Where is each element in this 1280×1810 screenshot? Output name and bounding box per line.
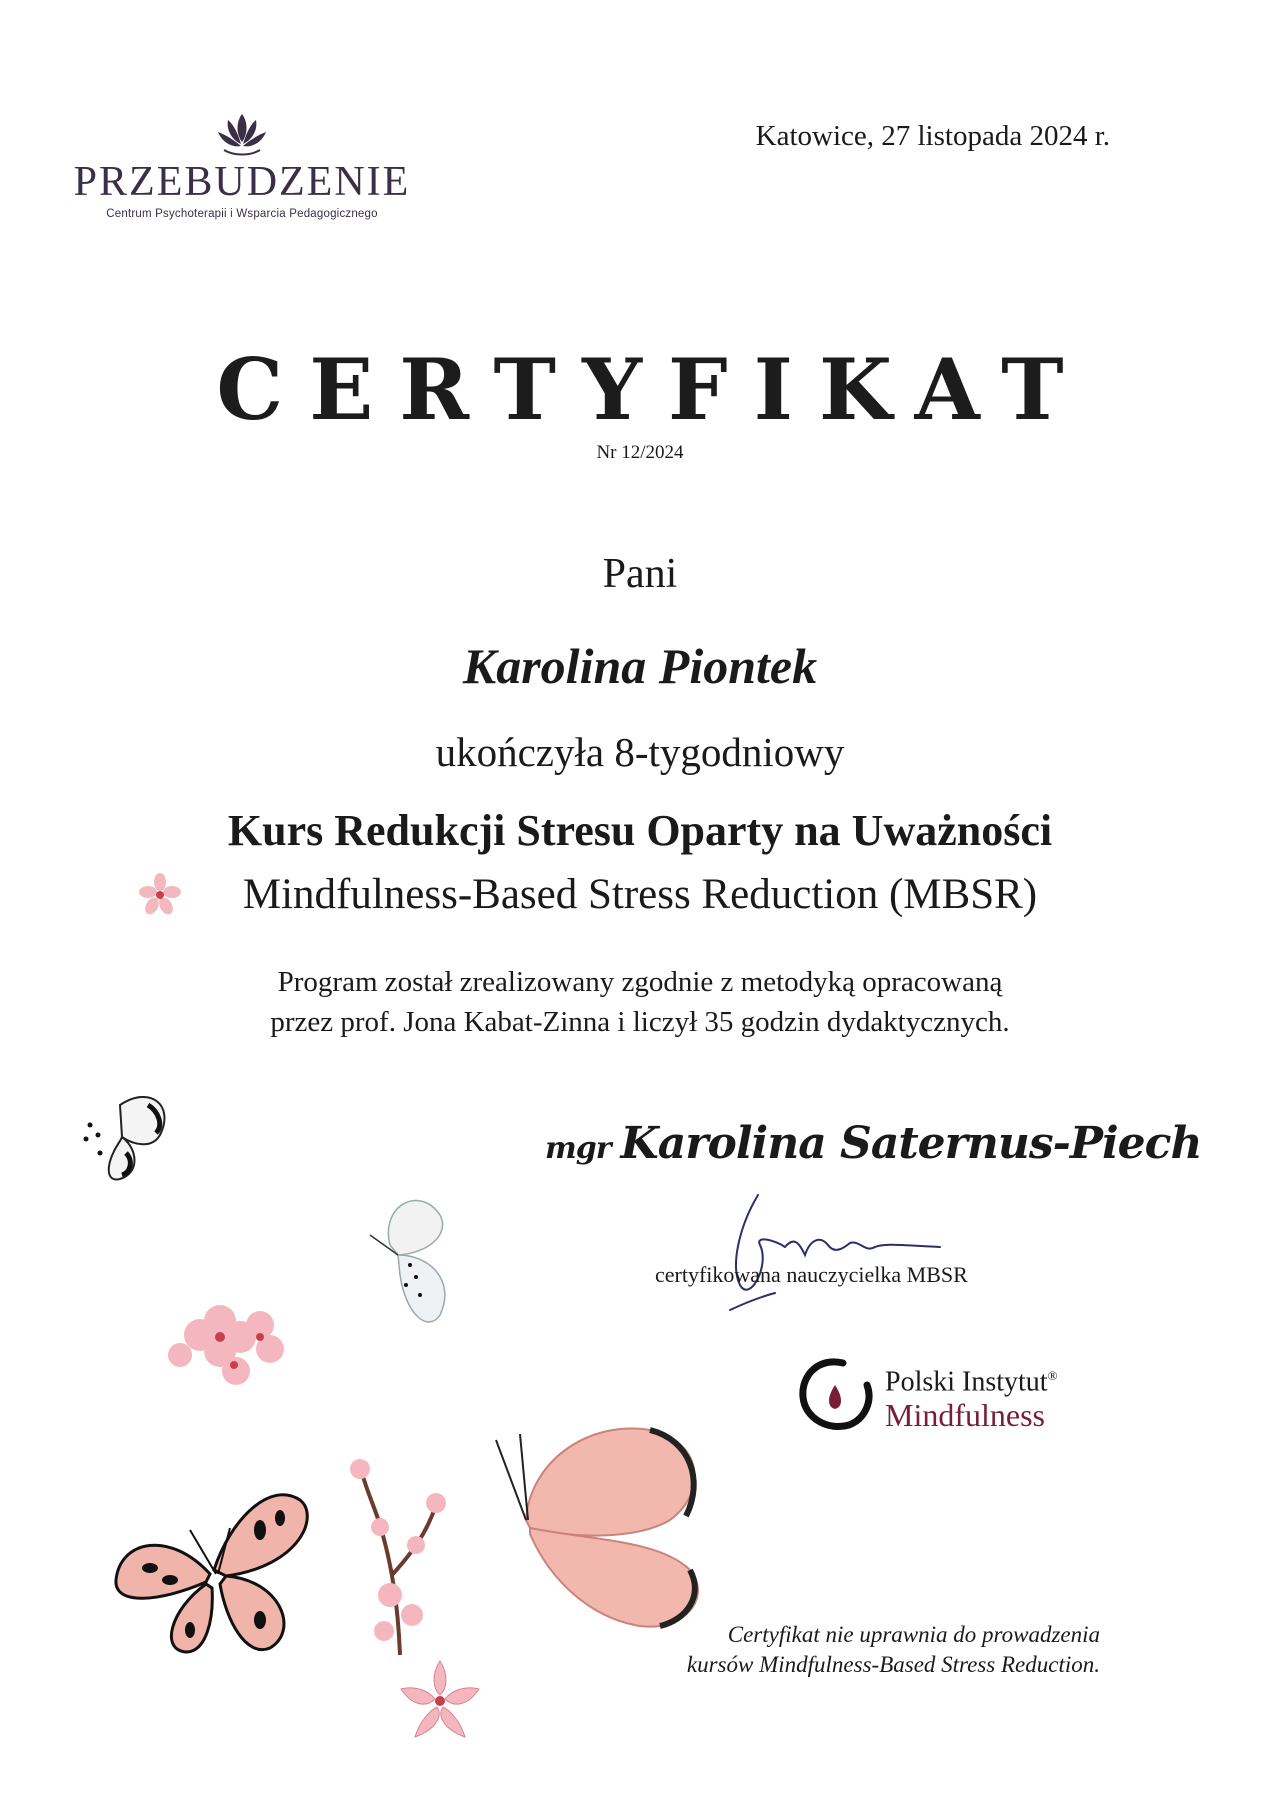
course-title-english: Mindfulness-Based Stress Reduction (MBSR)	[242, 871, 1038, 918]
small-blossom-icon	[138, 872, 182, 916]
butterfly-pink-left-icon	[110, 1480, 325, 1655]
sakura-flower-icon	[395, 1655, 485, 1745]
completion-text: ukończyła 8-tygodniowy	[435, 729, 845, 775]
signatory-full-name: Karolina Saternus-Piech	[620, 1118, 1202, 1169]
disclaimer-note	[687, 1620, 1100, 1680]
signatory-name	[545, 1118, 1201, 1169]
salutation: Pani	[602, 551, 678, 597]
disclaimer-line-2: kursów Mindfulness-Based Stress Reduction.	[686, 1652, 1100, 1677]
butterfly-pink-large-icon	[490, 1420, 715, 1635]
recipient-name: Karolina Piontek	[462, 638, 818, 694]
butterfly-white-icon	[360, 1185, 460, 1335]
logo-name: PRZEBUDZENIE	[73, 159, 411, 205]
registered-mark: ®	[1047, 1368, 1058, 1383]
disclaimer-line-1: Certyfikat nie uprawnia do prowadzenia	[727, 1622, 1100, 1647]
butterfly-small-icon	[60, 1075, 180, 1195]
handwritten-signature	[700, 1185, 980, 1315]
lotus-icon	[214, 108, 270, 158]
cherry-branch-icon	[340, 1455, 450, 1665]
course-title-polish: Kurs Redukcji Stresu Oparty na Uważności	[227, 806, 1053, 855]
logo-subtitle: Centrum Psychoterapii i Wsparcia Pedagogicznego	[106, 208, 378, 220]
institute-name-line-1	[885, 1360, 1057, 1398]
program-line-2: przez prof. Jona Kabat-Zinna i liczył 35 godzin dydaktycznych.	[270, 1006, 1010, 1038]
signatory-role: certyfikowana nauczycielka MBSR	[655, 1262, 968, 1287]
program-description	[0, 962, 1280, 1042]
organization-logo	[62, 108, 422, 220]
cherry-blossom-cluster-icon	[160, 1285, 300, 1395]
institute-name	[885, 1360, 1057, 1432]
institute-line1-text: Polski Instytut	[885, 1366, 1048, 1398]
issue-date: Katowice, 27 listopada 2024 r.	[755, 120, 1110, 152]
certificate-title: CERTYFIKAT	[216, 340, 1090, 439]
signatory-title: mgr	[545, 1131, 611, 1166]
institute-logo-icon	[795, 1355, 875, 1435]
program-line-1: Program został zrealizowany zgodnie z metodyką opracowaną	[277, 966, 1003, 998]
institute-name-line-2: Mindfulness	[885, 1397, 1045, 1434]
certificate-number: Nr 12/2024	[596, 442, 684, 463]
